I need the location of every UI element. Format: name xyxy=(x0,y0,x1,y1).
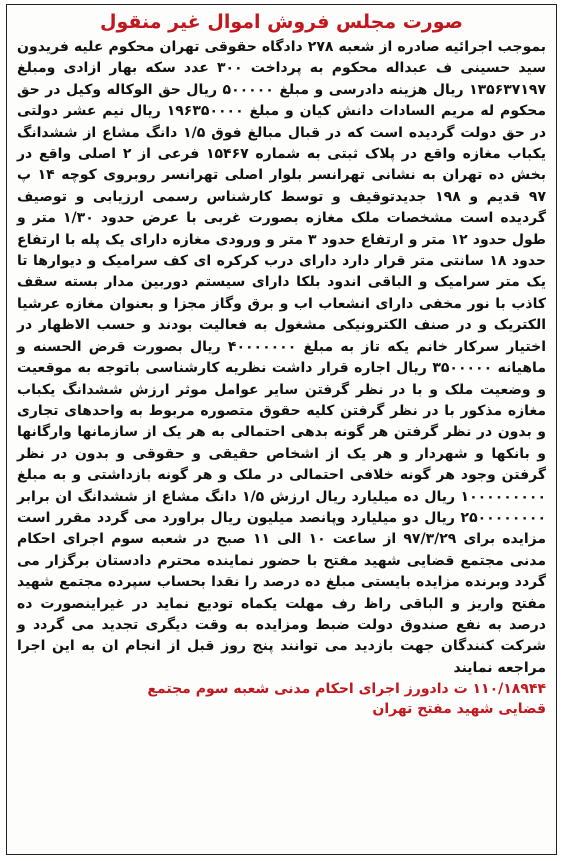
notice-signature xyxy=(7,679,556,719)
notice-body xyxy=(7,37,556,679)
signature-line-2: قضایی شهید مفتح تهران xyxy=(372,701,546,718)
legal-notice xyxy=(6,4,557,855)
signature-line-1: ۱۱۰/۱۸۹۴۴ ت دادورز اجرای احکام مدنی شعبه سوم مجتمع xyxy=(147,681,546,698)
notice-title: صورت مجلس فروش اموال غیر منقول xyxy=(99,11,464,33)
notice-body-text: بموجب اجرائیه صادره از شعبه ۲۷۸ دادگاه حقوقی تهران محکوم علیه فریدون سید حسینی ف عبداله محکوم به پرداخت ۳۰۰ عدد سکه بهار ازادی ومبلغ ۱۳۵۶۳۷۱۹۷ ریال هزینه دادرسی و مبلغ ۵۰۰۰۰۰ ریال حق الوکاله وکیل در حق محکوم له مریم السادات دانش کیان و مبلغ ۱۹۶۳۵۰۰۰۰ ریال نیم عشر دولتی در حق دولت گردیده است که در قبال مبالغ فوق ۱/۵ دانگ مشاع از ششدانگ یکباب مغازه واقع در پلاک ثبتی به شماره ۱۵۴۶۷ فرعی از ۲ اصلی واقع در بخش ده تهران به نشانی تهرانسر بلوار اصلی تهرانسر روبروی کوچه ۱۴ پ ۹۷ قدیم و ۱۹۸ جدیدتوقیف و توسط کارشناس رسمی ارزیابی و توصیف گردیده است مشخصات ملک مغازه بصورت غربی با عرض حدود ۱/۳۰ متر و طول حدود ۱۲ متر و ارتفاع حدود ۳ متر و ورودی مغازه دارای یک پله با ارتفاع حدود ۱۸ سانتی متر قرار دارد دارای درب کرکره ای کف سرامیک و دیوارها تا یک متر سرامیک و الباقی اندود بلکا دارای سیستم دوربین مدار بسته سقف کاذب با نور مخفی دارای انشعاب اب و برق وگاز مجزا و بعنوان مغازه عرشیا الکتریک و در صنف الکترونیکی مشغول به فعالیت بودند و حسب الاظهار در اختیار سرکار خانم یکه تاز به مبلغ ۴۰۰۰۰۰۰۰ ریال بصورت قرض الحسنه و ماهیانه ۳۵۰۰۰۰۰ ریال اجاره قرار داشت نظریه کارشناسی باتوجه به موقعیت و وضعیت ملک و با در نظر گرفتن سایر عوامل موثر ارزش ششدانگ یکباب مغازه مذکور با در نظر گرفتن کلیه حقوق متصوره مربوط به واحدهای تجاری و بدون در نظر گرفتن هر گونه بدهی احتمالی به هر یک از سازمانها وارگانها و بانکها و شهردار و هر یک از اشخاص حقیقی و حقوقی و بدون در نظر گرفتن وجود هر گونه خلافی احتمالی در ملک و هر گونه بازداشتی و به مبلغ ۱۰۰۰۰۰۰۰۰۰ ریال ده میلیارد ریال ارزش ۱/۵ دانگ مشاع از ششدانگ ان برابر ۲۵۰۰۰۰۰۰۰۰ ریال دو میلیارد وپانصد میلیون ریال براورد می گردد مقرر است مزایده برای ۹۷/۳/۲۹ از ساعت ۱۰ الی ۱۱ صبح در شعبه سوم اجرای احکام مدنی مجتمع قضایی شهید مفتح با حضور نماینده محترم دادستان برگزار می گردد وبرنده مزایده بایستی مبلغ ده درصد را نقدا بحساب سپرده مجتمع شهید مفتح واریز و الباقی راظ رف مهلت یکماه تودیع نماید در غیراینصورت ده درصد به نفع صندوق دولت ضبط ومزایده به وقت دیگری تجدید می گردد و شرکت کنندگان جهت بازدید می توانند پنج روز قبل از انجام ان به این اجرا مراجعه نمایند xyxy=(17,39,547,676)
